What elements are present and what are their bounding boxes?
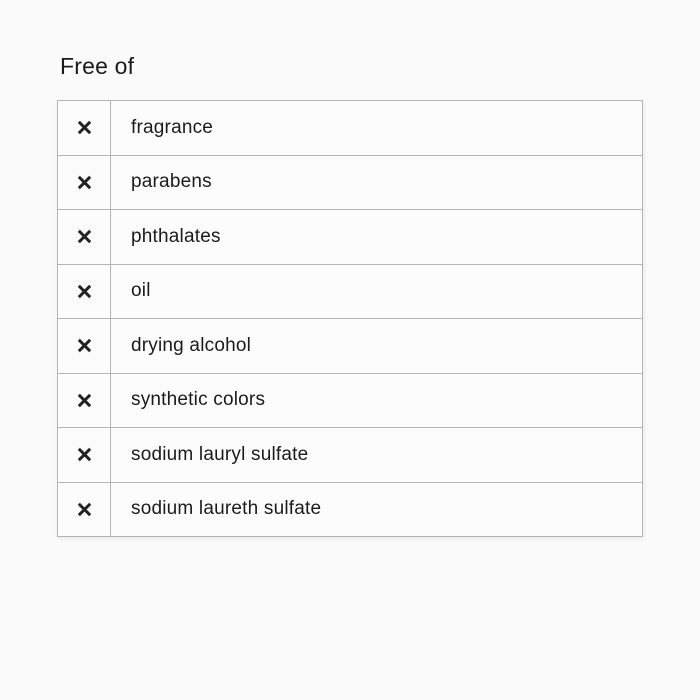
table-row <box>58 319 642 374</box>
row-label: oil <box>131 280 151 302</box>
row-label: sodium laureth sulfate <box>131 498 322 520</box>
table-row <box>58 374 642 429</box>
table-row <box>58 483 642 537</box>
x-mark-icon <box>58 428 111 482</box>
x-mark-icon <box>58 101 111 155</box>
row-label: parabens <box>131 171 212 193</box>
row-label: fragrance <box>131 116 214 138</box>
row-label: drying alcohol <box>131 334 252 356</box>
page-title: Free of <box>60 53 135 79</box>
x-mark-icon <box>58 374 111 428</box>
row-label: phthalates <box>131 225 221 247</box>
x-mark-icon <box>58 319 111 373</box>
x-mark-icon <box>58 156 111 210</box>
table-row <box>58 156 642 211</box>
x-mark-icon <box>58 483 111 537</box>
row-label: sodium lauryl sulfate <box>131 443 309 465</box>
table-row <box>58 101 642 156</box>
x-mark-icon <box>58 210 111 264</box>
table-row <box>58 210 642 265</box>
table-row <box>58 428 642 483</box>
table-row <box>58 265 642 320</box>
x-mark-icon <box>58 265 111 319</box>
free-of-table <box>57 100 643 537</box>
row-label: synthetic colors <box>131 389 266 411</box>
